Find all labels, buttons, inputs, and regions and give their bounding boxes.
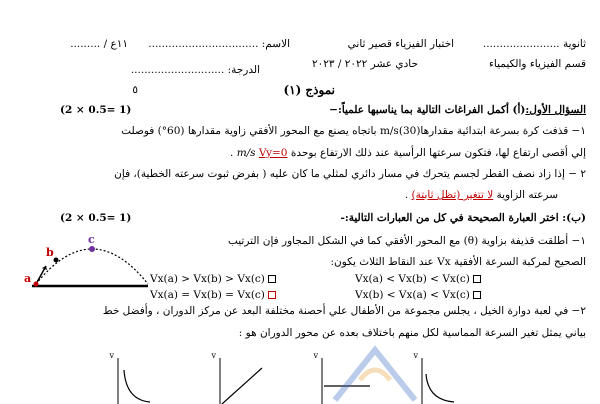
class-label: ١١ع / ......... bbox=[70, 38, 128, 50]
graph-2-axis-label: v bbox=[211, 351, 216, 360]
q1b-marks: (2 × 0.5= 1) bbox=[60, 212, 132, 224]
grade-year: حادي عشر ٢٠٢٢ / ٢٠٢٣ bbox=[311, 58, 418, 70]
q1-item2-answer: لا تتغير (تظل ثابتة) bbox=[411, 189, 494, 201]
graph-options bbox=[0, 350, 600, 404]
option-1-checkbox[interactable] bbox=[473, 275, 481, 283]
option-4-text: Vx(a) = Vx(b) = Vx(c) bbox=[150, 289, 265, 301]
q1b-item2-line1: ٢− في لعبة دوارة الخيل ، يجلس مجموعة من الأطفال علي أحصنة مختلفة البعد عن مركز الدوران ، وأفضل خط bbox=[102, 305, 586, 317]
option-4-checkbox[interactable] bbox=[268, 291, 276, 299]
label-b: b bbox=[46, 246, 54, 259]
q1-title-prefix: السؤال الأول: bbox=[525, 104, 586, 116]
label-a: a bbox=[24, 272, 32, 285]
option-3-text: Vx(b) < Vx(a) < Vx(c) bbox=[355, 289, 470, 301]
q1b-item1-line1: ١− أطلقت قذيفة بزاوية (θ) مع المحور الأفقي كما في الشكل المجاور فإن الترتيب bbox=[227, 235, 586, 247]
q1-item1-line2: إلي أقصى ارتفاع لها، فتكون سرعتها الرأسية عند ذلك الارتفاع بوحدة Vy=0 m/s . bbox=[230, 147, 586, 159]
score-total: ٥ bbox=[132, 84, 138, 96]
q1-item1-unit: m/s bbox=[236, 147, 256, 159]
q1-item1-line1: ١− قذفت كرة بسرعة ابتدائية مقدارها(30)m/s باتجاه يصنع مع المحور الأفقي زاوية مقدارها (60°) فوصلت bbox=[121, 125, 586, 137]
label-c: c bbox=[88, 233, 95, 246]
school-label: ثانوية ....................... bbox=[482, 38, 586, 50]
name-label: الاسم: ................................. bbox=[148, 38, 290, 50]
option-3[interactable] bbox=[355, 289, 484, 301]
model-title: نموذج (١) bbox=[283, 83, 335, 97]
exam-title: اختبار الفيزياء قصير ثاني bbox=[347, 38, 454, 50]
department-label: قسم الفيزياء والكيمياء bbox=[488, 58, 586, 70]
q1-item1-answer: Vy=0 bbox=[258, 147, 288, 159]
q1-title bbox=[329, 104, 586, 116]
option-4[interactable] bbox=[150, 289, 279, 301]
graph-4-axis-label: v bbox=[413, 351, 418, 360]
graph-1[interactable] bbox=[108, 351, 150, 404]
q1-item1-text: إلي أقصى ارتفاع لها، فتكون سرعتها الرأسية عند ذلك الارتفاع بوحدة bbox=[290, 147, 586, 159]
q1-item2-text: سرعته الزاوية bbox=[496, 189, 558, 201]
option-3-checkbox[interactable] bbox=[473, 291, 481, 299]
graph-2[interactable] bbox=[210, 351, 262, 404]
graph-3-axis-label: v bbox=[313, 351, 318, 360]
point-b-marker bbox=[54, 258, 59, 263]
score-label: الدرجة: ............................ bbox=[130, 64, 260, 76]
q1b-item1-line2: الصحيح لمركبة السرعة الأفقية Vx عند النقاط الثلاث يكون: bbox=[330, 256, 586, 268]
point-c-marker bbox=[89, 246, 95, 252]
option-2-checkbox[interactable] bbox=[268, 275, 276, 283]
projectile-figure bbox=[14, 232, 152, 294]
option-1[interactable] bbox=[355, 273, 484, 285]
watermark-logo bbox=[320, 330, 430, 404]
q1-item2-line1: ٢ − إذا زاد نصف القطر لجسم يتحرك في مسار دائري لمثلي ما كان عليه ( بفرض ثبوت سرعته الخطية)، فإن bbox=[114, 168, 586, 180]
option-2-text: Vx(a) > Vx(b) > Vx(c) bbox=[150, 273, 265, 285]
point-a-marker bbox=[34, 282, 39, 287]
q1-title-rest: (أ) أكمل الفراغات التالية بما يناسبها علمياً:− bbox=[329, 104, 526, 116]
option-1-text: Vx(a) < Vx(b) < Vx(c) bbox=[355, 273, 470, 285]
q1-item2-line2: سرعته الزاوية لا تتغير (تظل ثابتة) . bbox=[404, 189, 558, 201]
q1-marks: (2 × 0.5= 1) bbox=[60, 104, 132, 116]
graph-1-axis-label: v bbox=[109, 351, 114, 360]
option-2[interactable] bbox=[150, 273, 279, 285]
q1b-title: (ب): اختر العبارة الصحيحة في كل من العبارات التالية:- bbox=[340, 212, 586, 224]
q1b-item2-line2: بياني يمثل تغير السرعة المماسية لكل منهم باختلاف بعده عن محور الدوران هو : bbox=[238, 327, 586, 339]
